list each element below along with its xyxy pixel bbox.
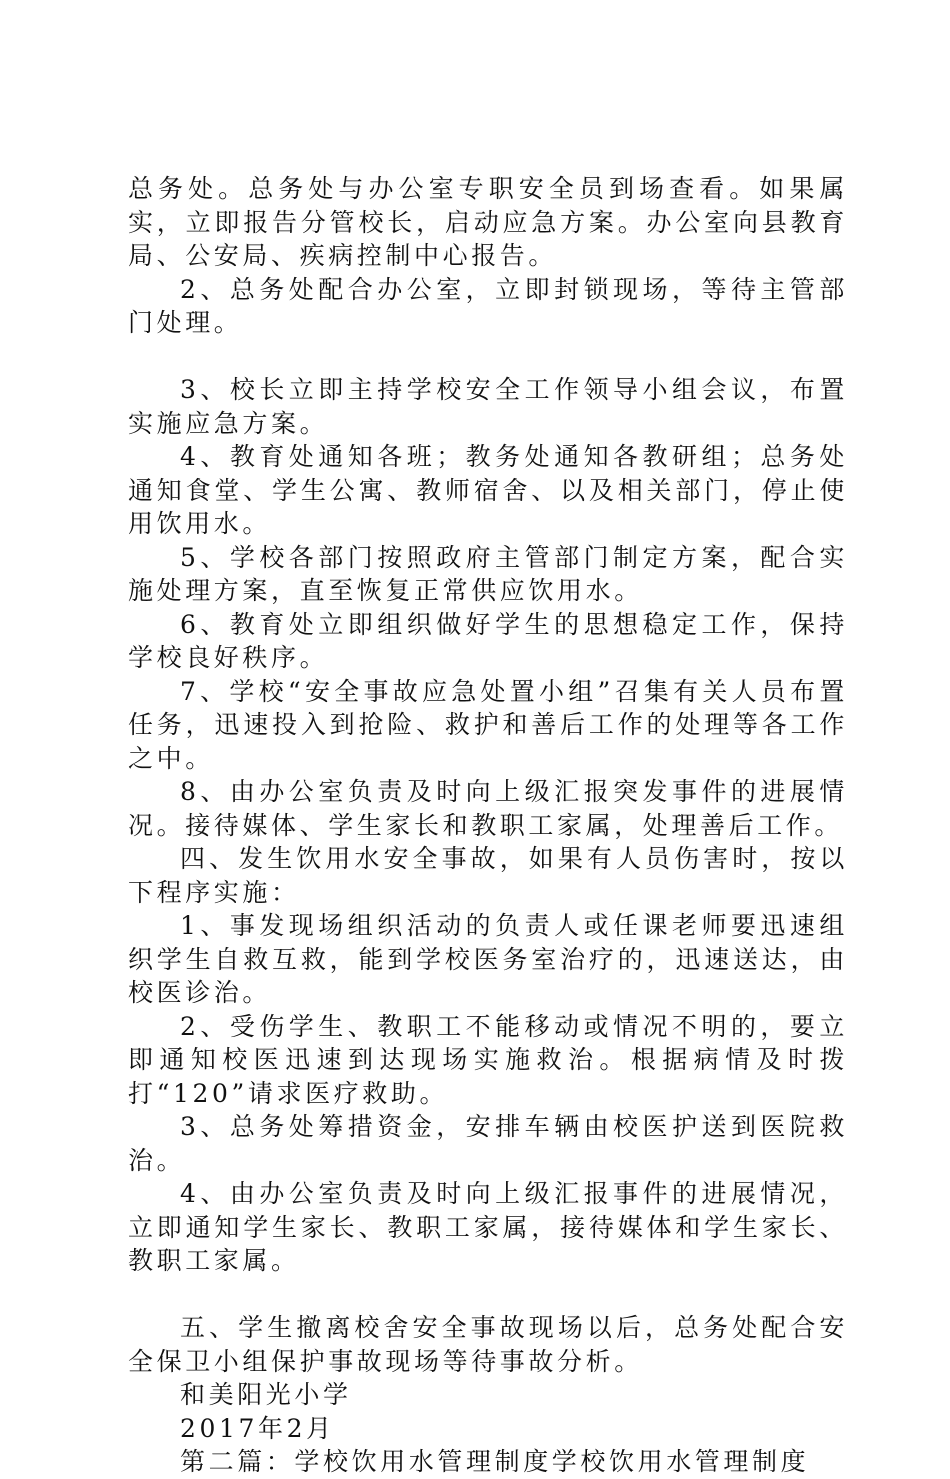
section-heading-five: 五、学生撤离校舍安全事故现场以后，总务处配合安全保卫小组保护事故现场等待事故分析。: [128, 1313, 848, 1376]
paragraph-injury-step-1: 1、事发现场组织活动的负责人或任课老师要迅速组织学生自救互救，能到学校医务室治疗的，迅速送达，由校医诊治。: [128, 911, 848, 1007]
paragraph-step-3: 3、校长立即主持学校安全工作领导小组会议，布置实施应急方案。: [128, 375, 848, 438]
paragraph-step-7: 7、学校“安全事故应急处置小组”召集有关人员布置任务，迅速投入到抢险、救护和善后工作的处理等各工作之中。: [128, 676, 848, 773]
paragraph-step-5: 5、学校各部门按照政府主管部门制定方案，配合实施处理方案，直至恢复正常供应饮用水。: [128, 542, 848, 605]
next-article-title: 第二篇：学校饮用水管理制度学校饮用水管理制度: [180, 1447, 810, 1476]
paragraph-step-4: 4、教育处通知各班；教务处通知各教研组；总务处通知食堂、学生公寓、教师宿舍、以及相关部门，停止使用饮用水。: [128, 442, 848, 538]
document-body: [128, 172, 848, 1479]
paragraph-injury-step-2: 2、受伤学生、教职工不能移动或情况不明的，要立即通知校医迅速到达现场实施救治。根据病情及时拨打“120”请求医疗救助。: [128, 1011, 848, 1108]
paragraph-step-6: 6、教育处立即组织做好学生的思想稳定工作，保持学校良好秩序。: [128, 609, 848, 672]
paragraph-step-2: 2、总务处配合办公室，立即封锁现场，等待主管部门处理。: [128, 274, 848, 337]
signature-school-name: 和美阳光小学: [180, 1380, 352, 1409]
paragraph-injury-step-4: 4、由办公室负责及时向上级汇报事件的进展情况，立即通知学生家长、教职工家属，接待媒体和学生家长、教职工家属。: [128, 1179, 848, 1275]
paragraph-step-8: 8、由办公室负责及时向上级汇报突发事件的进展情况。接待媒体、学生家长和教职工家属，处理善后工作。: [128, 777, 848, 840]
signature-date: 2017年2月: [180, 1413, 335, 1443]
section-heading-four: 四、发生饮用水安全事故，如果有人员伤害时，按以下程序实施：: [128, 844, 848, 907]
paragraph-injury-step-3: 3、总务处筹措资金，安排车辆由校医护送到医院救治。: [128, 1112, 848, 1175]
paragraph-intro: 总务处。总务处与办公室专职安全员到场查看。如果属实，立即报告分管校长，启动应急方案。办公室向县教育局、公安局、疾病控制中心报告。: [128, 174, 848, 270]
